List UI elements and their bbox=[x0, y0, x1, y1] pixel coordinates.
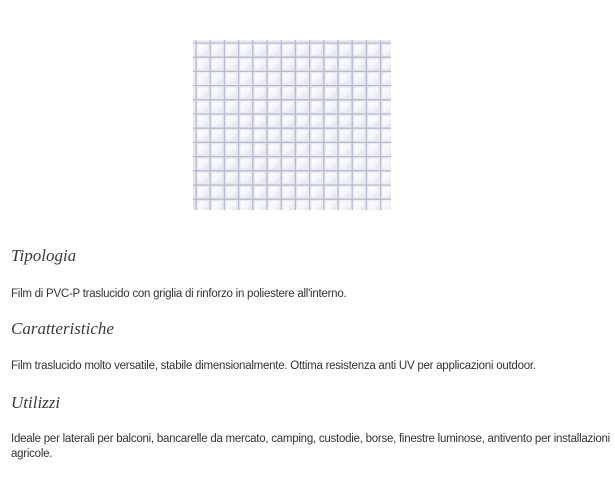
mesh-cell bbox=[297, 45, 307, 55]
mesh-cell bbox=[368, 130, 378, 140]
section-text-utilizzi: Ideale per laterali per balconi, bancarelle da mercato, camping, custodie, borse, finestre luminose, antivento per installazioni agricole. bbox=[11, 433, 610, 460]
mesh-cell bbox=[241, 59, 251, 69]
mesh-cell bbox=[198, 45, 208, 55]
mesh-cell bbox=[326, 116, 336, 126]
mesh-cell bbox=[383, 59, 391, 69]
mesh-cell bbox=[283, 159, 293, 169]
mesh-cell bbox=[312, 116, 322, 126]
mesh-cell bbox=[340, 45, 350, 55]
mesh-cell bbox=[212, 116, 222, 126]
mesh-cell bbox=[283, 173, 293, 183]
mesh-cell bbox=[312, 144, 322, 154]
mesh-cell bbox=[198, 88, 208, 98]
mesh-cell bbox=[312, 45, 322, 55]
mesh-cell bbox=[368, 201, 378, 210]
mesh-cell bbox=[326, 173, 336, 183]
mesh-cell bbox=[255, 116, 265, 126]
mesh-cell bbox=[340, 88, 350, 98]
mesh-cell bbox=[340, 102, 350, 112]
mesh-cell bbox=[297, 130, 307, 140]
mesh-cell bbox=[297, 159, 307, 169]
mesh-cell bbox=[212, 159, 222, 169]
mesh-cell bbox=[383, 116, 391, 126]
mesh-cell bbox=[312, 59, 322, 69]
mesh-cell bbox=[340, 59, 350, 69]
mesh-cell bbox=[212, 88, 222, 98]
section-heading-caratteristiche: Caratteristiche bbox=[11, 319, 114, 338]
mesh-cell bbox=[283, 59, 293, 69]
mesh-cell bbox=[354, 187, 364, 197]
mesh-cell bbox=[368, 187, 378, 197]
mesh-cell bbox=[198, 116, 208, 126]
mesh-cell bbox=[198, 73, 208, 83]
mesh-cell bbox=[326, 88, 336, 98]
mesh-cell bbox=[212, 73, 222, 83]
mesh-cell bbox=[269, 201, 279, 210]
mesh-cell bbox=[312, 159, 322, 169]
mesh-cell bbox=[241, 88, 251, 98]
mesh-cell bbox=[269, 116, 279, 126]
mesh-cell bbox=[297, 59, 307, 69]
mesh-cell bbox=[283, 45, 293, 55]
mesh-cell bbox=[255, 88, 265, 98]
mesh-cell bbox=[226, 144, 236, 154]
mesh-cell bbox=[354, 102, 364, 112]
mesh-cell bbox=[312, 173, 322, 183]
mesh-cell bbox=[255, 130, 265, 140]
mesh-cell bbox=[255, 173, 265, 183]
mesh-cell bbox=[283, 73, 293, 83]
mesh-cell bbox=[340, 144, 350, 154]
section-heading-utilizzi: Utilizzi bbox=[11, 393, 61, 412]
mesh-cell bbox=[241, 173, 251, 183]
mesh-cell bbox=[269, 159, 279, 169]
mesh-cell bbox=[212, 102, 222, 112]
mesh-cell bbox=[241, 102, 251, 112]
mesh-cell bbox=[226, 201, 236, 210]
mesh-cell bbox=[368, 59, 378, 69]
mesh-cell bbox=[255, 144, 265, 154]
mesh-cell bbox=[255, 159, 265, 169]
mesh-cell bbox=[198, 187, 208, 197]
mesh-cell bbox=[269, 130, 279, 140]
mesh-cell bbox=[354, 159, 364, 169]
mesh-cell bbox=[269, 45, 279, 55]
mesh-cell bbox=[212, 144, 222, 154]
mesh-cell bbox=[383, 187, 391, 197]
mesh-cell bbox=[340, 173, 350, 183]
mesh-cell bbox=[241, 187, 251, 197]
mesh-cell bbox=[226, 73, 236, 83]
mesh-cell bbox=[326, 130, 336, 140]
mesh-cell bbox=[269, 144, 279, 154]
mesh-cell bbox=[312, 102, 322, 112]
mesh-cell bbox=[354, 73, 364, 83]
mesh-cell bbox=[368, 116, 378, 126]
mesh-cell bbox=[326, 187, 336, 197]
mesh-cell bbox=[340, 130, 350, 140]
mesh-cell bbox=[383, 159, 391, 169]
mesh-cell bbox=[326, 59, 336, 69]
mesh-cell bbox=[383, 73, 391, 83]
mesh-cell bbox=[326, 144, 336, 154]
mesh-cell bbox=[312, 130, 322, 140]
mesh-cell bbox=[255, 73, 265, 83]
mesh-cell bbox=[368, 173, 378, 183]
mesh-cell bbox=[241, 45, 251, 55]
mesh-cell bbox=[269, 173, 279, 183]
mesh-cell bbox=[283, 130, 293, 140]
mesh-cell bbox=[354, 144, 364, 154]
mesh-cell bbox=[198, 59, 208, 69]
mesh-cell bbox=[312, 88, 322, 98]
mesh-cell bbox=[383, 130, 391, 140]
mesh-cell bbox=[241, 144, 251, 154]
mesh-cell bbox=[354, 116, 364, 126]
mesh-cell bbox=[326, 159, 336, 169]
mesh-cell bbox=[212, 187, 222, 197]
mesh-cell bbox=[368, 144, 378, 154]
mesh-cell bbox=[326, 201, 336, 210]
mesh-cell bbox=[212, 130, 222, 140]
mesh-cell bbox=[226, 116, 236, 126]
mesh-cell bbox=[198, 173, 208, 183]
mesh-cell bbox=[212, 45, 222, 55]
mesh-cell bbox=[383, 45, 391, 55]
mesh-cell bbox=[326, 102, 336, 112]
mesh-cell bbox=[283, 144, 293, 154]
mesh-cell bbox=[269, 73, 279, 83]
mesh-cell bbox=[226, 102, 236, 112]
mesh-cell bbox=[340, 116, 350, 126]
mesh-cell bbox=[297, 173, 307, 183]
mesh-cell bbox=[312, 187, 322, 197]
mesh-cell bbox=[198, 102, 208, 112]
mesh-cell bbox=[340, 201, 350, 210]
mesh-cell bbox=[226, 130, 236, 140]
mesh-cell bbox=[283, 201, 293, 210]
mesh-cell bbox=[283, 116, 293, 126]
mesh-cell bbox=[226, 45, 236, 55]
mesh-cell bbox=[283, 187, 293, 197]
mesh-cell bbox=[340, 73, 350, 83]
mesh-cell bbox=[198, 144, 208, 154]
mesh-cell bbox=[283, 102, 293, 112]
mesh-cell bbox=[354, 45, 364, 55]
mesh-cell bbox=[255, 45, 265, 55]
section-heading-tipologia: Tipologia bbox=[11, 246, 77, 265]
mesh-cell bbox=[226, 59, 236, 69]
mesh-cell bbox=[269, 59, 279, 69]
mesh-cell bbox=[226, 187, 236, 197]
mesh-cell bbox=[255, 201, 265, 210]
mesh-cell bbox=[241, 116, 251, 126]
mesh-cell bbox=[354, 130, 364, 140]
mesh-cell bbox=[226, 159, 236, 169]
mesh-cell bbox=[255, 59, 265, 69]
mesh-cell bbox=[383, 201, 391, 210]
mesh-cell bbox=[297, 116, 307, 126]
mesh-cell bbox=[383, 173, 391, 183]
mesh-cell bbox=[383, 144, 391, 154]
mesh-cell bbox=[354, 173, 364, 183]
mesh-cell bbox=[383, 102, 391, 112]
mesh-cell bbox=[297, 73, 307, 83]
mesh-cell bbox=[312, 73, 322, 83]
mesh-cell bbox=[368, 45, 378, 55]
mesh-cell bbox=[354, 88, 364, 98]
mesh-cell bbox=[383, 88, 391, 98]
mesh-cell bbox=[326, 45, 336, 55]
section-text-caratteristiche: Film traslucido molto versatile, stabile dimensionalmente. Ottima resistenza anti UV per applicazioni outdoor. bbox=[11, 360, 536, 372]
mesh-cell bbox=[283, 88, 293, 98]
mesh-cell bbox=[226, 173, 236, 183]
mesh-cell bbox=[198, 201, 208, 210]
mesh-cell bbox=[354, 201, 364, 210]
mesh-cell bbox=[269, 88, 279, 98]
mesh-cell bbox=[212, 201, 222, 210]
mesh-cell bbox=[198, 159, 208, 169]
mesh-cell bbox=[340, 187, 350, 197]
mesh-cell bbox=[269, 102, 279, 112]
mesh-cell bbox=[297, 102, 307, 112]
mesh-cell bbox=[212, 173, 222, 183]
mesh-cell bbox=[340, 159, 350, 169]
mesh-cell bbox=[241, 159, 251, 169]
mesh-cell bbox=[312, 201, 322, 210]
mesh-cell bbox=[198, 130, 208, 140]
mesh-cell bbox=[297, 201, 307, 210]
mesh-cell bbox=[269, 187, 279, 197]
mesh-cell bbox=[368, 73, 378, 83]
mesh-cell bbox=[241, 201, 251, 210]
mesh-cell bbox=[255, 187, 265, 197]
mesh-cell bbox=[241, 130, 251, 140]
mesh-cell bbox=[226, 88, 236, 98]
mesh-cell bbox=[255, 102, 265, 112]
mesh-cell bbox=[326, 73, 336, 83]
mesh-cell bbox=[297, 187, 307, 197]
mesh-cell bbox=[297, 88, 307, 98]
mesh-cell bbox=[368, 159, 378, 169]
product-image bbox=[193, 40, 391, 210]
mesh-cell bbox=[354, 59, 364, 69]
mesh-cell bbox=[297, 144, 307, 154]
mesh-cell bbox=[368, 102, 378, 112]
mesh-cell bbox=[241, 73, 251, 83]
mesh-cell bbox=[368, 88, 378, 98]
mesh-cell bbox=[212, 59, 222, 69]
section-text-tipologia: Film di PVC-P traslucido con griglia di rinforzo in poliestere all'interno. bbox=[11, 288, 347, 300]
